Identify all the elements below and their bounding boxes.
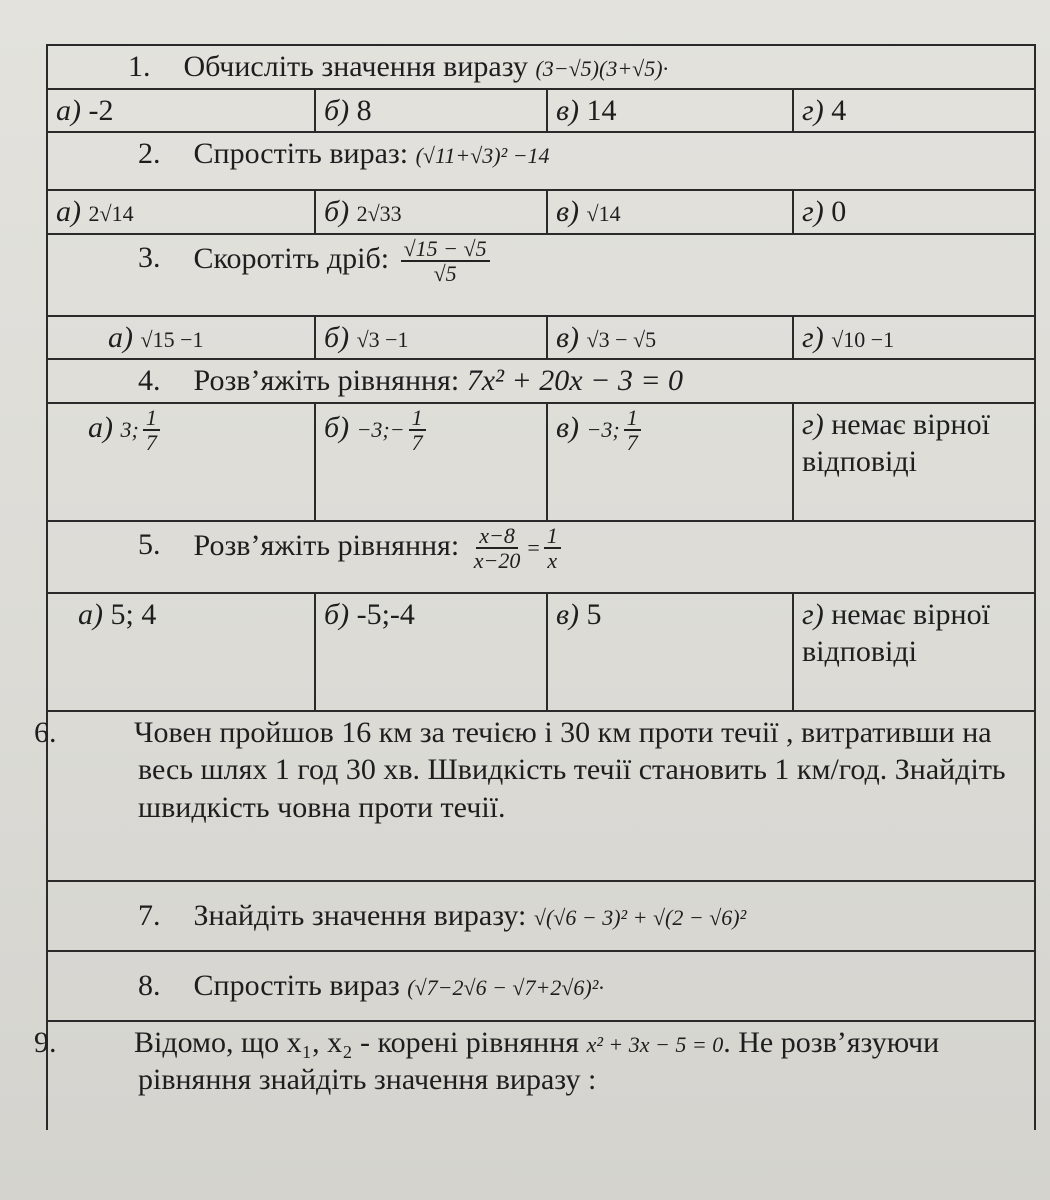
math-expression: 7x² + 20x − 3 = 0 — [466, 364, 684, 397]
question-text: Спростіть вираз: — [193, 137, 409, 170]
math-expression: (√11+√3)² −14 — [415, 143, 550, 168]
answers-2 — [47, 190, 1035, 234]
answer-b[interactable]: б) −3;− $\frac{1}{7}$ — [315, 403, 547, 521]
question-text: Обчисліть значення виразу — [183, 50, 528, 83]
answer-d[interactable]: г) немає вірної відповіді — [793, 403, 1035, 521]
answers-4 — [47, 403, 1035, 521]
question-1 — [47, 45, 1035, 89]
answer-a[interactable]: а) 5; 4 — [47, 593, 315, 711]
answer-c[interactable]: в) √14 — [547, 190, 793, 234]
answer-b[interactable]: б) √3 −1 — [315, 316, 547, 360]
answers-3 — [47, 316, 1035, 360]
question-5: 5. Розв’яжіть рівняння: $\frac{x-8}{x-20}$ = $\frac{1}{x}$ — [47, 521, 1035, 593]
answer-a[interactable]: а) -2 — [47, 89, 315, 133]
answers-5 — [47, 593, 1035, 711]
answer-a[interactable]: а) √15 −1 — [47, 316, 315, 360]
question-text-continued: . Не розв’язуючи рівняння знайдіть значення виразу : — [138, 1025, 940, 1096]
question-4 — [47, 359, 1035, 403]
answer-c[interactable]: в) 14 — [547, 89, 793, 133]
question-7 — [47, 881, 1035, 951]
question-number: 1. — [128, 50, 151, 83]
question-9 — [47, 1021, 1035, 1130]
answer-c[interactable]: в) √3 − √5 — [547, 316, 793, 360]
answer-c[interactable]: в) 5 — [547, 593, 793, 711]
question-number: 5. — [138, 528, 161, 562]
answer-d[interactable]: г) 0 — [793, 190, 1035, 234]
test-table — [34, 44, 1036, 1130]
fraction: $\frac{1}{7}$ — [143, 406, 160, 454]
question-3 — [47, 234, 1035, 316]
question-2 — [47, 132, 1035, 190]
question-text: Спростіть вираз — [193, 968, 400, 1002]
fraction-right: $\frac{1}{x}$ — [544, 524, 561, 572]
math-expression: x² + 3x − 5 = 0 — [586, 1031, 724, 1057]
math-expression: √(√6 − 3)² + √(2 − √6)² — [533, 904, 747, 930]
answer-d[interactable]: г) немає вірної відповіді — [793, 593, 1035, 711]
answer-a[interactable]: а) 2√14 — [47, 190, 315, 234]
answers-1 — [47, 89, 1035, 133]
question-number: 3. — [138, 241, 161, 275]
answer-d[interactable]: г) 4 — [793, 89, 1035, 133]
answer-d[interactable]: г) √10 −1 — [793, 316, 1035, 360]
question-text: Розв’яжіть рівняння: — [193, 528, 460, 562]
question-text: Знайдіть значення виразу: — [193, 898, 527, 932]
fraction: $\frac{√15 - √5}{√5}$ — [401, 237, 490, 285]
question-text: Розв’яжіть рівняння: — [193, 364, 460, 397]
question-number: 4. — [138, 364, 161, 397]
question-number: 9. — [34, 1025, 57, 1059]
answer-b[interactable]: б) 8 — [315, 89, 547, 133]
question-number: 8. — [138, 968, 161, 1002]
question-6 — [47, 711, 1035, 881]
answer-a[interactable]: а) 3; $\frac{1}{7}$ — [47, 403, 315, 521]
math-expression: (3−√5)(3+√5)· — [535, 56, 669, 81]
question-number: 2. — [138, 137, 161, 170]
question-text: Човен пройшов 16 км за течією і 30 км проти течії , витративши на весь шлях 1 год 30 хв. Швидкість течії становить 1 км/год. Знайдіть швидкість човна проти течії. — [134, 715, 1006, 824]
answer-b[interactable]: б) 2√33 — [315, 190, 547, 234]
answer-b[interactable]: б) -5;-4 — [315, 593, 547, 711]
question-text: Відомо, що x₁, x₂ - корені рівняння — [134, 1025, 580, 1059]
question-8 — [47, 951, 1035, 1021]
answer-c[interactable]: в) −3; $\frac{1}{7}$ — [547, 403, 793, 521]
question-text: Скоротіть дріб: — [193, 241, 390, 275]
fraction: $\frac{1}{7}$ — [624, 406, 641, 454]
fraction: $\frac{1}{7}$ — [409, 406, 426, 454]
math-expression: (√7−2√6 − √7+2√6)²· — [407, 974, 604, 1000]
question-number: 7. — [138, 898, 161, 932]
fraction-left: $\frac{x-8}{x-20}$ — [473, 522, 521, 573]
question-number: 6. — [34, 715, 57, 749]
